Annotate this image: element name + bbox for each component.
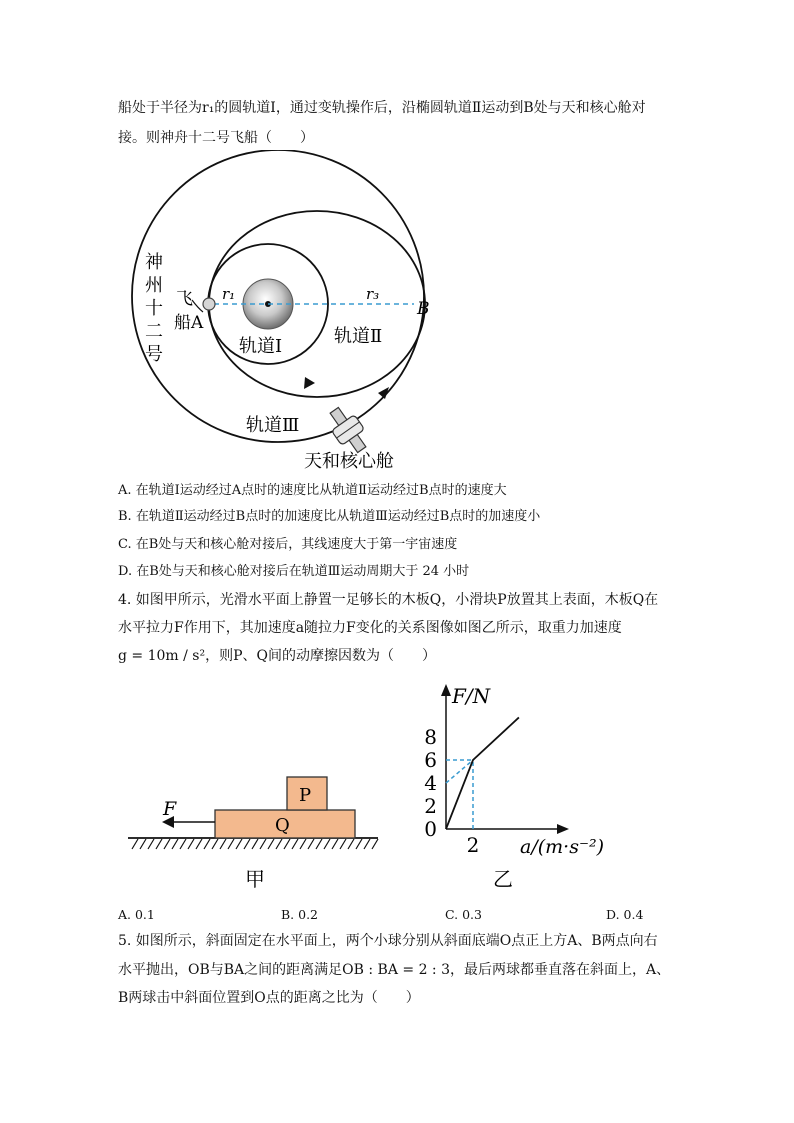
hatch-mark	[196, 839, 202, 849]
hatch-mark	[212, 839, 218, 849]
x-tick-label: 2	[466, 833, 480, 857]
q4-stem-line1: 4. 如图甲所示，光滑水平面上静置一足够长的木板Q，小滑块P放置其上表面，木板Q在	[118, 592, 659, 608]
force-label: F	[163, 798, 177, 820]
hatch-mark	[260, 839, 266, 849]
q4-option-a[interactable]: A. 0.1	[118, 907, 155, 922]
spaceship-icon	[203, 298, 215, 310]
q3-option-c[interactable]: C. 在B处与天和核心舱对接后，其线速度大于第一宇宙速度	[118, 537, 458, 552]
y-tick-label: 4	[424, 771, 437, 795]
hatch-mark	[284, 839, 290, 849]
hatch-mark	[220, 839, 226, 849]
hatch-mark	[180, 839, 186, 849]
q3-option-b[interactable]: B. 在轨道Ⅱ运动经过B点时的加速度比从轨道Ⅲ运动经过B点时的加速度小	[118, 509, 541, 524]
y-axis-label: F/N	[452, 684, 491, 708]
hatch-mark	[236, 839, 242, 849]
f-a-chart	[420, 680, 620, 895]
hatch-mark	[132, 839, 138, 849]
x-axis-arrow-icon	[557, 824, 569, 834]
q5-stem-line1: 5. 如图所示，斜面固定在水平面上，两个小球分别从斜面底端O点正上方A、B两点向右	[118, 933, 658, 949]
block-p-label: P	[299, 785, 312, 806]
hatch-mark	[244, 839, 250, 849]
ship-label-char: 号	[145, 344, 163, 365]
hatch-mark	[188, 839, 194, 849]
hatch-mark	[172, 839, 178, 849]
hatch-mark	[316, 839, 322, 849]
hatch-mark	[332, 839, 338, 849]
ship-label-char: 二	[145, 321, 163, 342]
x-axis-label: a/(m·s⁻²)	[520, 836, 605, 858]
orbit-1-label: 轨道Ⅰ	[239, 336, 283, 357]
orbit-3-label: 轨道Ⅲ	[246, 415, 300, 436]
q3-stem-line1: 船处于半径为r₁的圆轨道Ⅰ，通过变轨操作后，沿椭圆轨道Ⅱ运动到B处与天和核心舱对	[118, 100, 646, 116]
hatch-mark	[252, 839, 258, 849]
hatch-mark	[164, 839, 170, 849]
ship-label-char: 州	[145, 275, 163, 296]
ship-label-char: 神	[145, 252, 163, 273]
block-figure	[120, 765, 390, 895]
r3-label: r₃	[366, 285, 380, 303]
q5-stem-line3: B两球击中斜面位置到O点的距离之比为（ ）	[118, 990, 420, 1006]
orbit-2-arrow-icon	[304, 377, 315, 389]
hatch-mark	[300, 839, 306, 849]
hatch-mark	[140, 839, 146, 849]
hatch-mark	[340, 839, 346, 849]
hatch-mark	[268, 839, 274, 849]
q4-option-d[interactable]: D. 0.4	[606, 907, 644, 922]
figure-yi-caption: 乙	[493, 867, 513, 891]
y-tick-label: 2	[424, 794, 437, 818]
hatch-mark	[276, 839, 282, 849]
orbit-figure	[118, 150, 438, 480]
r1-label: r₁	[222, 285, 236, 303]
ship-direction-arrow-icon	[192, 300, 203, 312]
hatch-mark	[228, 839, 234, 849]
y-axis-arrow-icon	[441, 684, 451, 696]
fei-label: 飞	[176, 289, 193, 309]
hatch-mark	[204, 839, 210, 849]
hatch-mark	[148, 839, 154, 849]
point-b-label: B	[417, 299, 430, 319]
station-label: 天和核心舱	[304, 451, 394, 472]
hatch-mark	[372, 839, 378, 849]
q3-option-a[interactable]: A. 在轨道Ⅰ运动经过A点时的速度比从轨道Ⅱ运动经过B点时的速度大	[118, 483, 507, 498]
block-q-label: Q	[275, 815, 290, 836]
hatch-mark	[292, 839, 298, 849]
figure-jia-caption: 甲	[245, 867, 265, 891]
ship-label-char: 十	[145, 298, 163, 319]
q4-option-c[interactable]: C. 0.3	[445, 907, 482, 922]
y-tick-label: 6	[424, 748, 437, 772]
chuan-a-label: 船A	[174, 313, 204, 333]
q4-stem-line3: g = 10m / s²，则P、Q间的动摩擦因数为（ ）	[118, 648, 436, 664]
q5-stem-line2: 水平抛出，OB与BA之间的距离满足OB : BA = 2 : 3，最后两球都垂直落在斜面上，A、	[118, 962, 671, 978]
q4-stem-line2: 水平拉力F作用下，其加速度a随拉力F变化的关系图像如图乙所示，取重力加速度	[118, 620, 622, 636]
ground-hatch	[132, 839, 378, 849]
hatch-mark	[156, 839, 162, 849]
q3-option-d[interactable]: D. 在B处与天和核心舱对接后在轨道Ⅲ运动周期大于 24 小时	[118, 564, 470, 579]
space-station-icon	[323, 402, 373, 457]
hatch-mark	[308, 839, 314, 849]
hatch-mark	[364, 839, 370, 849]
q4-option-b[interactable]: B. 0.2	[281, 907, 319, 922]
q3-stem-line2: 接。则神舟十二号飞船（ ）	[118, 130, 314, 146]
hatch-mark	[348, 839, 354, 849]
hatch-mark	[324, 839, 330, 849]
orbit-2-label: 轨道Ⅱ	[334, 326, 383, 347]
y-tick-label: 0	[424, 817, 437, 841]
y-tick-label: 8	[424, 725, 437, 749]
hatch-mark	[356, 839, 362, 849]
